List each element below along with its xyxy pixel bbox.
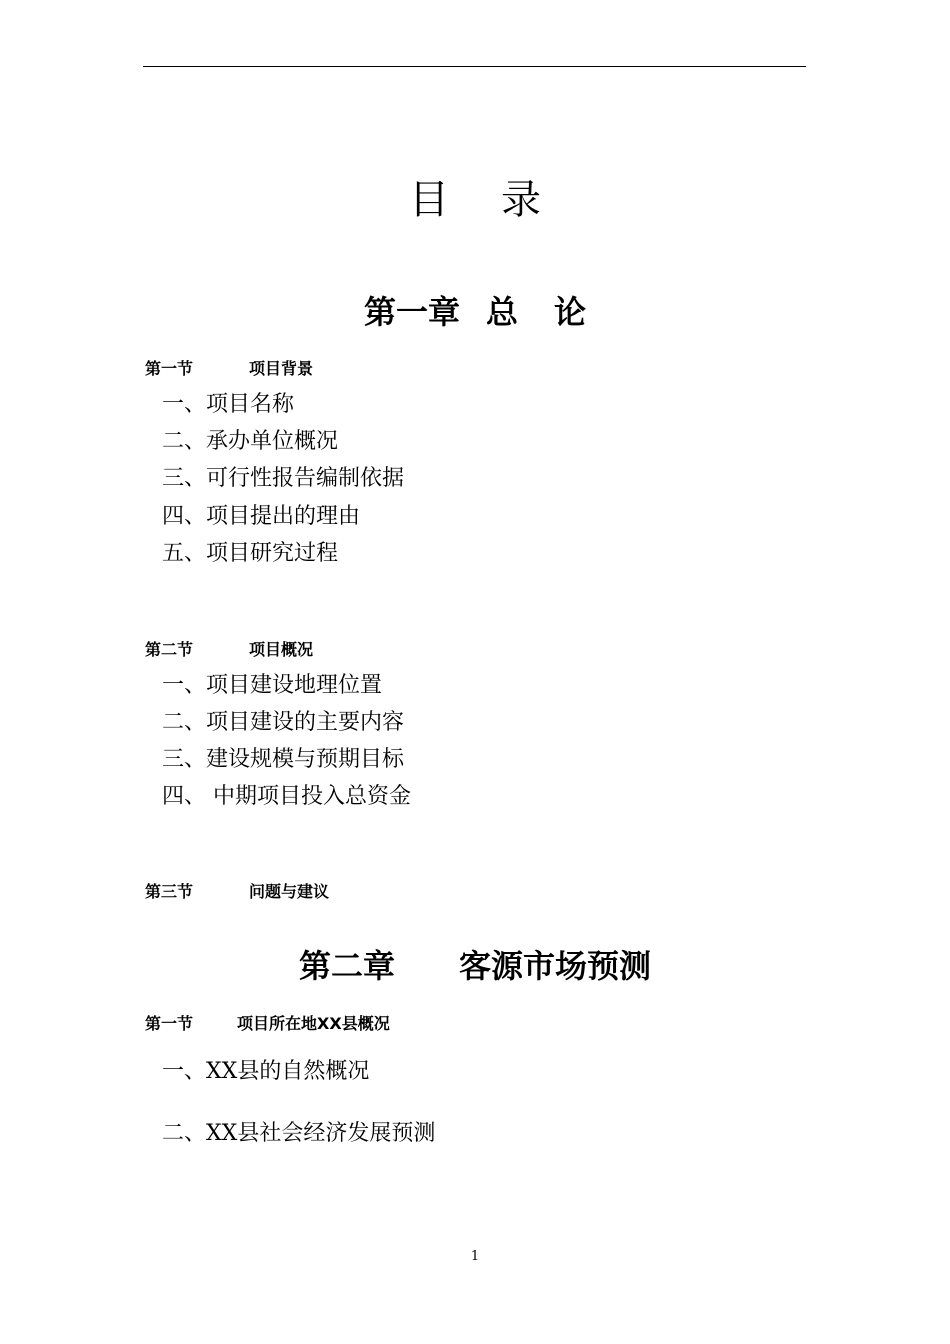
- section-name: 问题与建议: [249, 882, 330, 901]
- toc-item[interactable]: 一、项目名称: [162, 392, 295, 417]
- section-label: 第二节: [145, 640, 194, 659]
- section-label: 第三节: [145, 882, 194, 901]
- ch1-section2-heading: [145, 640, 313, 660]
- toc-item[interactable]: 三、建设规模与预期目标: [162, 747, 405, 772]
- chapter2-heading: [0, 946, 950, 986]
- toc-item[interactable]: 一、项目建设地理位置: [162, 673, 383, 698]
- chapter1-label: 第一章: [363, 293, 460, 331]
- toc-item[interactable]: 二、承办单位概况: [162, 429, 339, 454]
- section-name: 项目背景: [249, 359, 314, 378]
- ch1-section3-heading: [145, 882, 329, 902]
- chapter1-word1: 总: [485, 293, 518, 331]
- toc-item[interactable]: 二、XX县社会经济发展预测: [162, 1121, 436, 1146]
- toc-item[interactable]: 五、项目研究过程: [162, 541, 339, 566]
- chapter1-heading: [0, 292, 950, 332]
- ch2-section1-heading: [145, 1014, 390, 1034]
- toc-title-char2: 录: [501, 177, 541, 223]
- section-name: 项目概况: [249, 640, 314, 659]
- toc-title-char1: 目: [409, 177, 449, 223]
- chapter2-name: 客源市场预测: [459, 947, 652, 985]
- section-name: 项目所在地XX县概况: [237, 1014, 390, 1033]
- toc-item[interactable]: 四、项目提出的理由: [162, 504, 361, 529]
- ch1-section1-heading: [145, 359, 313, 379]
- page-number: 1: [470, 1249, 480, 1264]
- header-rule: [143, 66, 806, 67]
- chapter1-word2: 论: [554, 293, 587, 331]
- toc-item[interactable]: 二、项目建设的主要内容: [162, 710, 405, 735]
- toc-item[interactable]: 一、XX县的自然概况: [162, 1059, 370, 1084]
- section-label: 第一节: [145, 359, 194, 378]
- toc-item[interactable]: 三、可行性报告编制依据: [162, 466, 405, 491]
- toc-title: [0, 176, 950, 224]
- chapter2-label: 第二章: [298, 947, 395, 985]
- section-label: 第一节: [145, 1014, 194, 1033]
- toc-item[interactable]: 四、 中期项目投入总资金: [162, 784, 411, 809]
